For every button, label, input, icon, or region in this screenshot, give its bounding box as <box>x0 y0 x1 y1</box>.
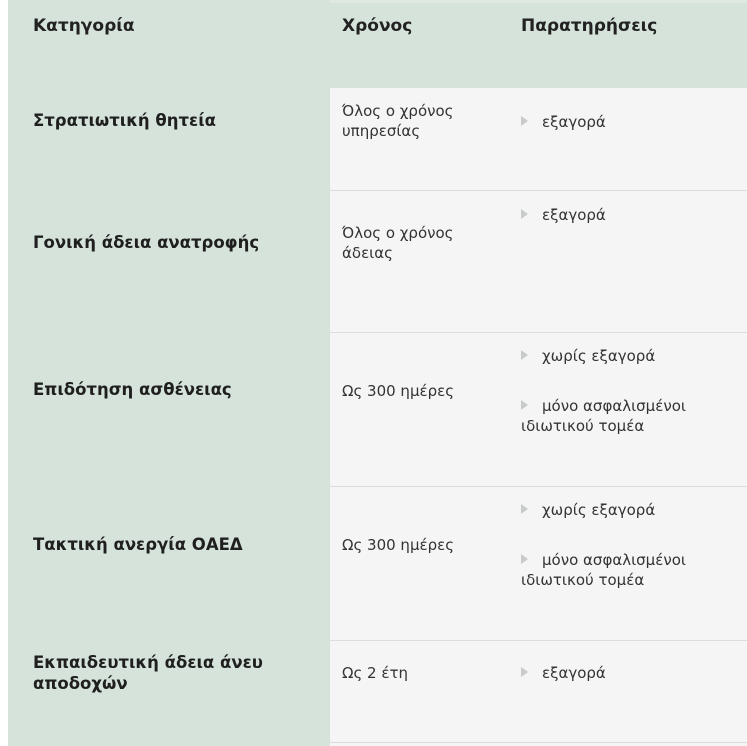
row-category: Γονική άδεια ανατροφής <box>33 233 260 252</box>
row-divider <box>330 742 747 743</box>
row-note: μόνο ασφαλισμένοι ιδιωτικού τομέα <box>521 397 686 435</box>
row-note: εξαγορά <box>521 663 741 683</box>
triangle-bullet-icon <box>521 504 528 514</box>
row-time: Ως 300 ημέρες <box>342 536 455 554</box>
insurance-time-table <box>8 0 747 746</box>
row-category: Τακτική ανεργία ΟΑΕΔ <box>33 535 243 554</box>
row-category: Στρατιωτική θητεία <box>33 111 216 130</box>
header-time: Χρόνος <box>342 16 413 36</box>
header-category: Κατηγορία <box>33 16 135 36</box>
row-time: Ως 300 ημέρες <box>342 382 455 400</box>
row-note: εξαγορά <box>521 205 741 225</box>
row-time: Ως 2 έτη <box>342 664 408 682</box>
row-note: μόνο ασφαλισμένοι ιδιωτικού τομέα <box>521 551 686 589</box>
triangle-bullet-icon <box>521 400 528 410</box>
row-divider <box>330 486 747 487</box>
row-time: Όλος ο χρόνος υπηρεσίας <box>342 102 454 140</box>
row-note: χωρίς εξαγορά <box>521 500 741 520</box>
row-category: Εκπαιδευτική άδεια άνευ αποδοχών <box>33 653 263 693</box>
triangle-bullet-icon <box>521 209 528 219</box>
triangle-bullet-icon <box>521 667 528 677</box>
row-divider <box>330 640 747 641</box>
row-divider <box>330 190 747 191</box>
header-notes: Παρατηρήσεις <box>521 16 658 36</box>
triangle-bullet-icon <box>521 116 528 126</box>
row-category: Επιδότηση ασθένειας <box>33 380 232 399</box>
row-note: χωρίς εξαγορά <box>521 346 741 366</box>
triangle-bullet-icon <box>521 350 528 360</box>
triangle-bullet-icon <box>521 554 528 564</box>
header-band <box>330 0 747 88</box>
row-note: εξαγορά <box>521 112 741 132</box>
row-time: Όλος ο χρόνος άδειας <box>342 224 454 262</box>
row-divider <box>330 332 747 333</box>
